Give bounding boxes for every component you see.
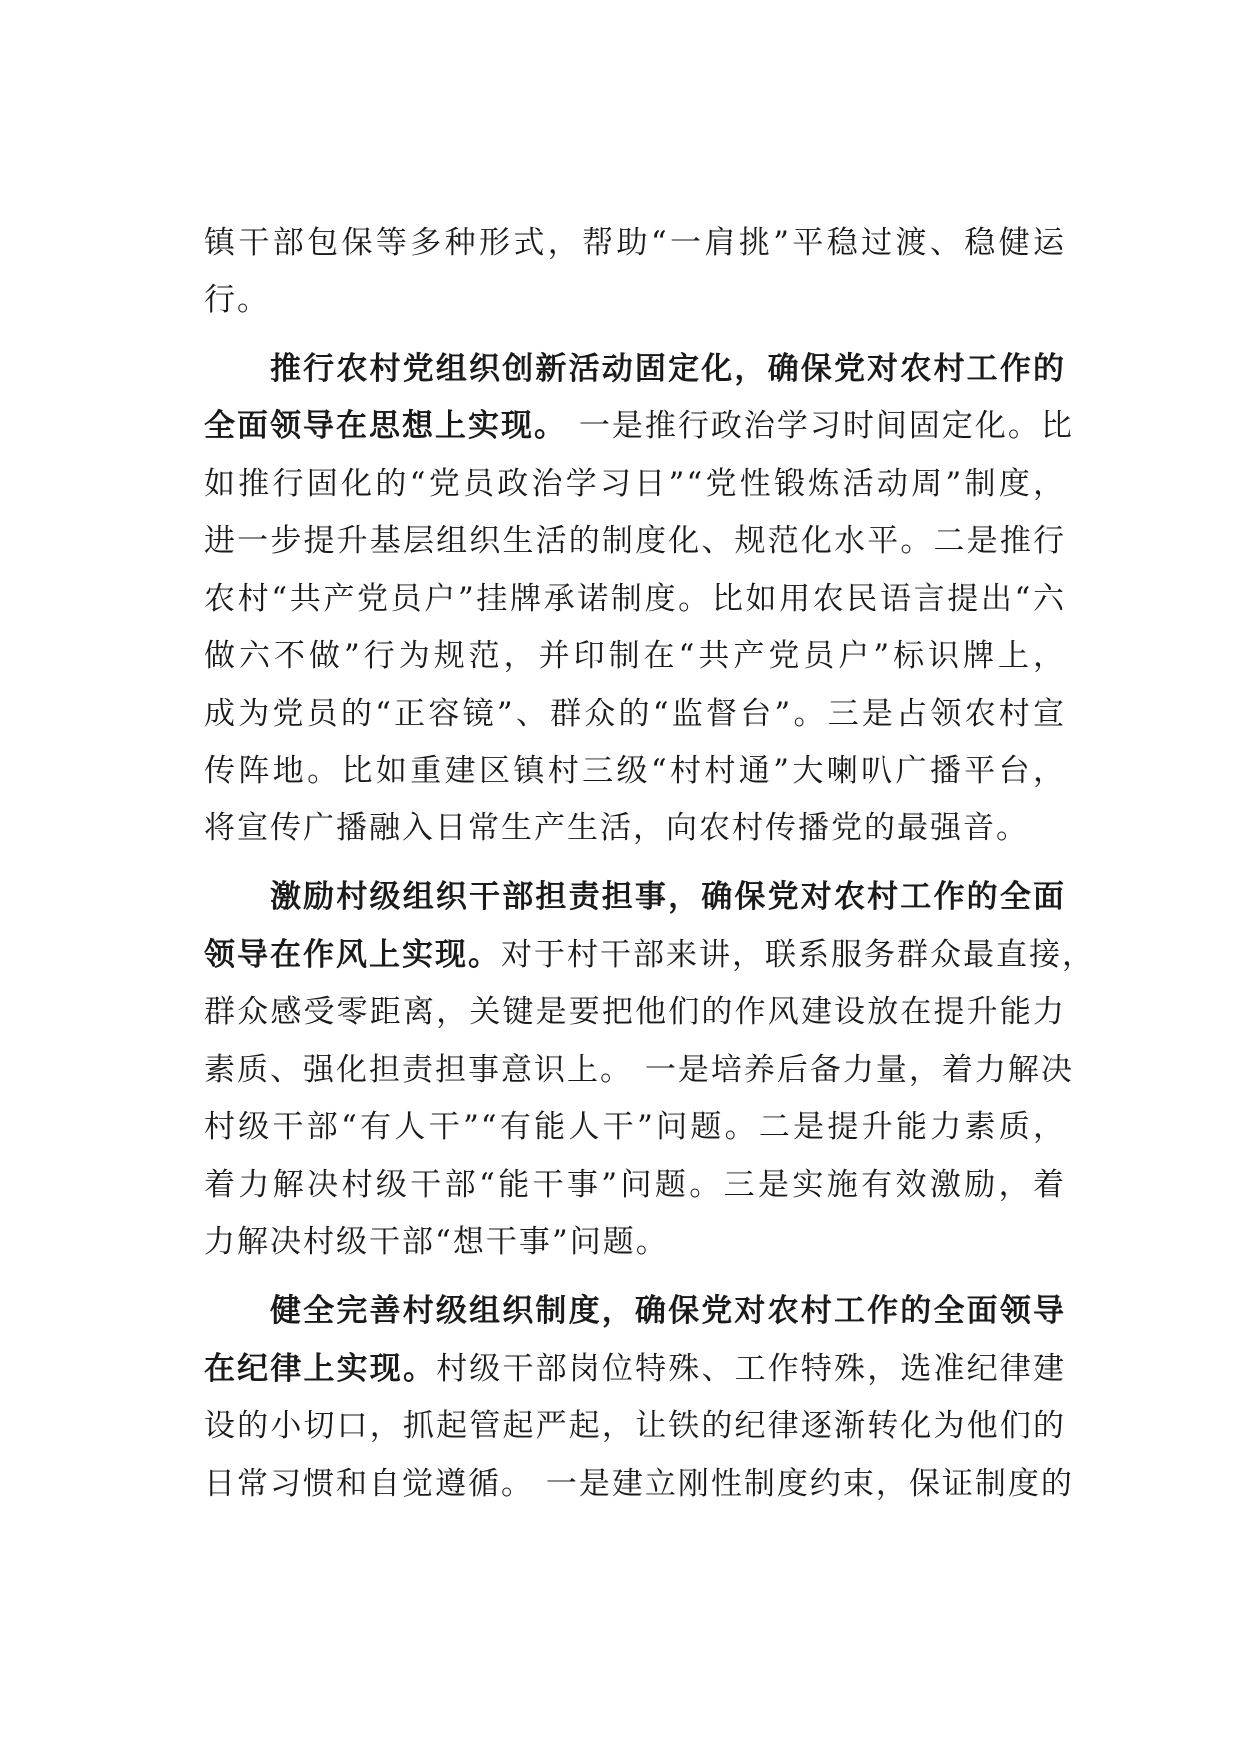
text-line-13: 领导在作风上实现。对于村干部来讲，联系服务群众最直接， bbox=[204, 937, 1095, 973]
text-line-22: 日常习惯和自觉遵循。 一是建立刚性制度约束，保证制度的 bbox=[204, 1466, 1074, 1502]
text-line-8: 做六不做”行为规范，并印制在“共产党员户”标识牌上， bbox=[204, 638, 1066, 674]
text-line-20: 在纪律上实现。村级干部岗位特殊、工作特殊，选准纪律建 bbox=[204, 1351, 1067, 1387]
text-line-1: 镇干部包保等多种形式，帮助“一肩挑”平稳过渡、稳健运 bbox=[204, 225, 1066, 261]
text-line-7: 农村“共产党员户”挂牌承诺制度。比如用农民语言提出“六 bbox=[204, 581, 1066, 617]
text-line-5: 如推行固化的“党员政治学习日”“党性锻炼活动周”制度， bbox=[204, 466, 1066, 502]
text-line-4: 全面领导在思想上实现。 一是推行政治学习时间固定化。比 bbox=[204, 408, 1074, 444]
text-line-11: 将宣传广播融入日常生产生活，向农村传播党的最强音。 bbox=[204, 810, 1029, 846]
text-line-17: 着力解决村级干部“能干事”问题。三是实施有效激励，着 bbox=[204, 1167, 1066, 1203]
text-line-21: 设的小切口，抓起管起严起，让铁的纪律逐渐转化为他们的 bbox=[204, 1408, 1066, 1444]
section-heading-1: 推行农村党组织创新活动固定化，确保党对农村工作的 bbox=[270, 351, 1066, 387]
text-line-6: 进一步提升基层组织生活的制度化、规范化水平。二是推行 bbox=[204, 523, 1066, 559]
text-line-16: 村级干部“有人干”“有能人干”问题。二是提升能力素质， bbox=[204, 1109, 1066, 1145]
text-line-14: 群众感受零距离，关键是要把他们的作风建设放在提升能力 bbox=[204, 994, 1066, 1030]
text-line-9: 成为党员的“正容镜”、群众的“监督台”。三是占领农村宣 bbox=[204, 696, 1066, 732]
text-line-10: 传阵地。比如重建区镇村三级“村村通”大喇叭广播平台， bbox=[204, 753, 1066, 789]
section-heading-3: 健全完善村级组织制度，确保党对农村工作的全面领导 bbox=[270, 1293, 1066, 1329]
text-line-18: 力解决村级干部“想干事”问题。 bbox=[204, 1224, 669, 1260]
text-line-15: 素质、强化担责担事意识上。 一是培养后备力量，着力解决 bbox=[204, 1052, 1074, 1088]
text-line-2: 行。 bbox=[204, 282, 270, 318]
section-heading-2: 激励村级组织干部担责担事，确保党对农村工作的全面 bbox=[270, 879, 1066, 915]
